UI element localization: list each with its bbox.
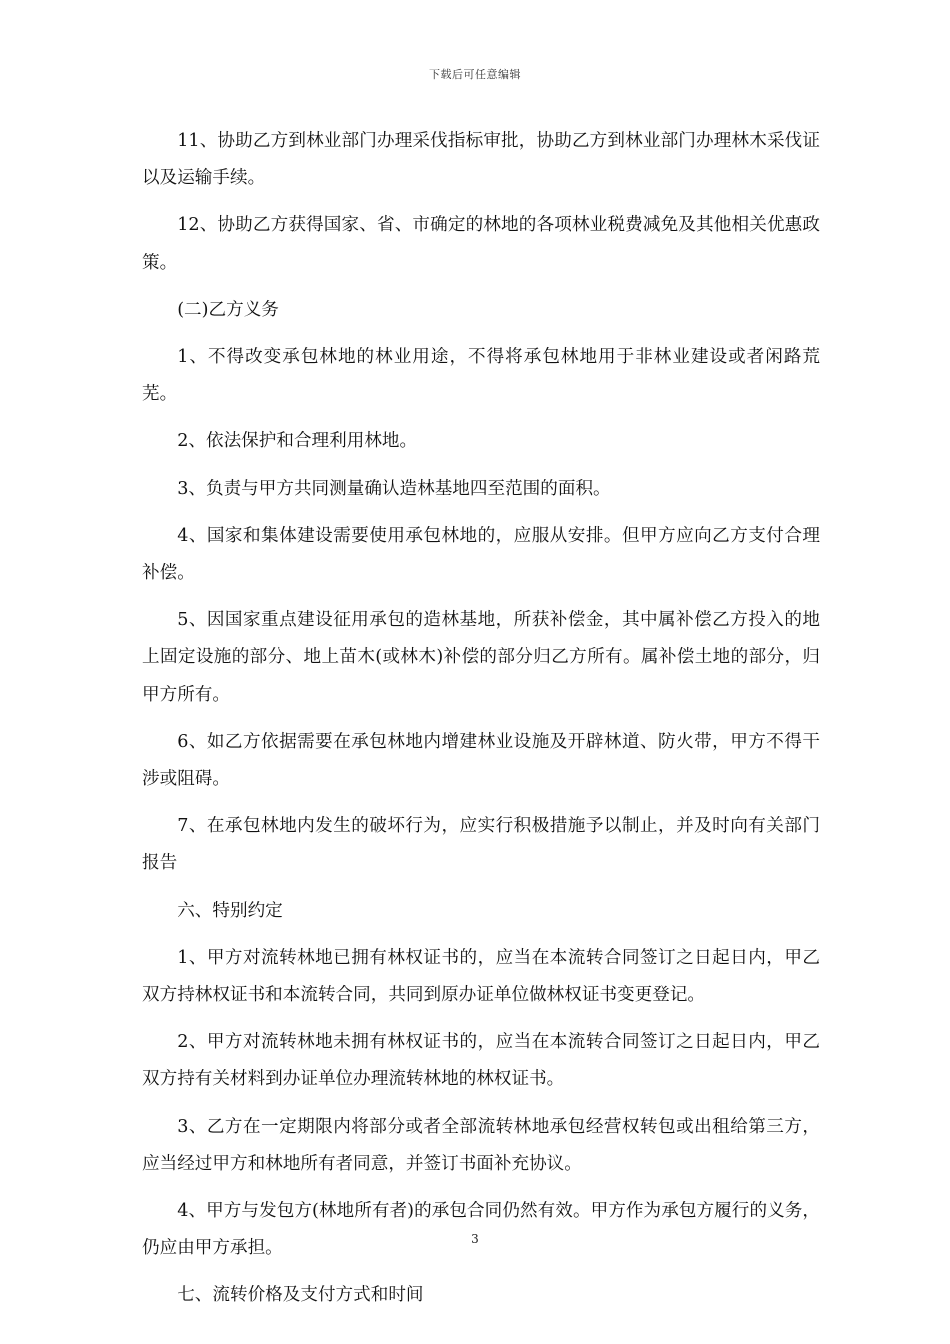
paragraph-b5: 5、因国家重点建设征用承包的造林基地，所获补偿金，其中属补偿乙方投入的地上固定设施的部分、地上苗木(或林木)补偿的部分归乙方所有。属补偿土地的部分，归甲方所有。 [142, 610, 820, 705]
paragraph-b7: 7、在承包林地内发生的破坏行为，应实行积极措施予以制止，并及时向有关部门报告 [142, 816, 820, 874]
section-heading-price-payment: 七、流转价格及支付方式和时间 [177, 1285, 424, 1306]
section-heading-party-b-obligations: (二)乙方义务 [177, 299, 279, 320]
paragraph-s1: 1、甲方对流转林地已拥有林权证书的，应当在本流转合同签订之日起日内，甲乙双方持林权证书和本流转合同，共同到原办证单位做林权证书变更登记。 [142, 947, 820, 1006]
paragraph-b1: 1、不得改变承包林地的林业用途，不得将承包林地用于非林业建设或者闲路荒芜。 [142, 347, 820, 405]
header-note: 下载后可任意编辑 [429, 68, 521, 81]
page-number: 3 [471, 1232, 479, 1246]
paragraph-s3: 3、乙方在一定期限内将部分或者全部流转林地承包经营权转包或出租给第三方，应当经过甲方和林地所有者同意，并签订书面补充协议。 [142, 1116, 820, 1174]
paragraph-b4: 4、国家和集体建设需要使用承包林地的，应服从安排。但甲方应向乙方支付合理补偿。 [142, 525, 820, 584]
paragraph-b6: 6、如乙方依据需要在承包林地内增建林业设施及开辟林道、防火带，甲方不得干涉或阻碍。 [142, 731, 820, 790]
paragraph-11: 11、协助乙方到林业部门办理采伐指标审批，协助乙方到林业部门办理林木采伐证以及运输手续。 [142, 131, 820, 189]
paragraph-s2: 2、甲方对流转林地未拥有林权证书的，应当在本流转合同签订之日起日内，甲乙双方持有关材料到办证单位办理流转林地的林权证书。 [142, 1032, 820, 1090]
paragraph-b3: 3、负责与甲方共同测量确认造林基地四至范围的面积。 [177, 478, 611, 499]
section-heading-special-agreement: 六、特别约定 [177, 900, 283, 921]
paragraph-12: 12、协助乙方获得国家、省、市确定的林地的各项林业税费减免及其他相关优惠政策。 [142, 215, 820, 273]
paragraph-b2: 2、依法保护和合理利用林地。 [177, 431, 418, 452]
paragraph-s4: 4、甲方与发包方(林地所有者)的承包合同仍然有效。甲方作为承包方履行的义务，仍应由甲方承担。 [142, 1201, 820, 1259]
document-body [142, 123, 820, 1325]
